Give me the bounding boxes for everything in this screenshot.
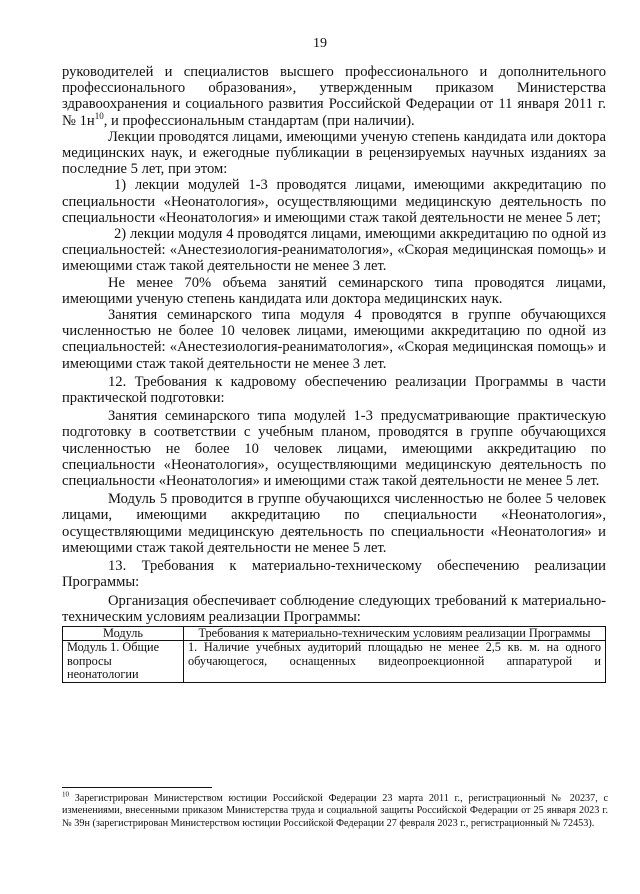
page-number: 19 xyxy=(313,36,327,51)
list-item-2: 2) лекции модуля 4 проводятся лицами, имеющими аккредитацию по одной из специальностей: «Анестезиология-реаниматология», «Скорая медицинская помощь» и имеющими стаж такой деятельности не менее 3 лет. xyxy=(62,226,606,275)
paragraph-seminars-share: Не менее 70% объема занятий семинарского типа проводятся лицами, имеющими ученую степень кандидата или доктора медицинских наук. xyxy=(62,274,606,307)
paragraph-seminars-module4: Занятия семинарского типа модуля 4 проводятся в группе обучающихся численностью не более 10 человек лицами, имеющими аккредитацию по одной из специальностей: «Анестезиология-реаниматология», «Скорая медицинская помощь» и имеющими стаж такой деятельности не менее 3 лет. xyxy=(62,307,606,372)
requirements-table xyxy=(62,626,606,683)
table-header-requirements: Требования к материально-техническим условиям реализации Программы xyxy=(184,626,606,641)
paragraph-organization: Организация обеспечивает соблюдение следующих требований к материально-техническим условиям реализации Программы: xyxy=(62,592,606,625)
footnote xyxy=(62,790,608,830)
list-item-1: 1) лекции модулей 1-3 проводятся лицами, имеющими аккредитацию по специальности «Неонатология», осуществляющими медицинскую деятельность по специальности «Неонатология» и имеющими стаж такой деятельности не менее 5 лет; xyxy=(62,177,606,226)
paragraph-text: руководителей и специалистов высшего профессионального и дополнительного профессионального образования», утвержденным приказом Министерства здравоохранения и социального развития Российской Федерации от 11 января 2011 г. № 1н xyxy=(62,64,606,129)
paragraph-text-end: , и профессиональным стандартам (при наличии). xyxy=(103,112,415,129)
paragraph-module5: Модуль 5 проводится в группе обучающихся численностью не более 5 человек лицами, имеющими аккредитацию по специальности «Неонатология», осуществляющими медицинскую деятельность по специальности «Неонатология» и имеющими стаж такой деятельности не менее 5 лет. xyxy=(62,491,606,556)
table-header-module: Модуль xyxy=(63,626,184,641)
table-cell-requirements: 1. Наличие учебных аудиторий площадью не менее 2,5 кв. м. на одного обучающегося, оснащенных видеопроекционной аппаратурой и xyxy=(184,641,606,683)
footnote-text: Зарегистрирован Министерством юстиции Российской Федерации 23 марта 2011 г., регистрационный № 20237, с изменениями, внесенными приказом Министерства труда и социальной защиты Российской Федерации от 25 января 2023 г. № 39н (зарегистрирован Министерством юстиции Российской Федерации 27 февраля 2023 г., регистрационный № 72453). xyxy=(62,793,608,829)
table-cell-module: Модуль 1. Общие вопросы неонатологии xyxy=(63,641,184,683)
footnote-reference: 10 xyxy=(94,110,104,121)
section-13-heading: 13. Требования к материально-техническому обеспечению реализации Программы: xyxy=(62,558,606,591)
table-row xyxy=(63,641,606,683)
paragraph-practical-training: Занятия семинарского типа модулей 1-3 предусматривающие практическую подготовку в соответствии с учебным планом, проводятся в группе обучающихся численностью не более 10 человек лицами, имеющими аккредитацию по специальности «Неонатология», осуществляющими медицинскую деятельность по специальности «Неонатология» и имеющими стаж такой деятельности не менее 5 лет. xyxy=(62,408,606,490)
section-12-heading: 12. Требования к кадровому обеспечению реализации Программы в части практической подготовки: xyxy=(62,373,606,407)
paragraph-lectures: Лекции проводятся лицами, имеющими ученую степень кандидата или доктора медицинских наук, и ежегодные публикации в рецензируемых научных изданиях за последние 5 лет, при этом: xyxy=(62,128,606,178)
paragraph-continuation xyxy=(62,64,606,129)
footnote-marker: 10 xyxy=(62,790,69,799)
footnote-divider xyxy=(62,787,212,788)
table-header-row xyxy=(63,626,606,641)
document-body xyxy=(62,64,606,683)
